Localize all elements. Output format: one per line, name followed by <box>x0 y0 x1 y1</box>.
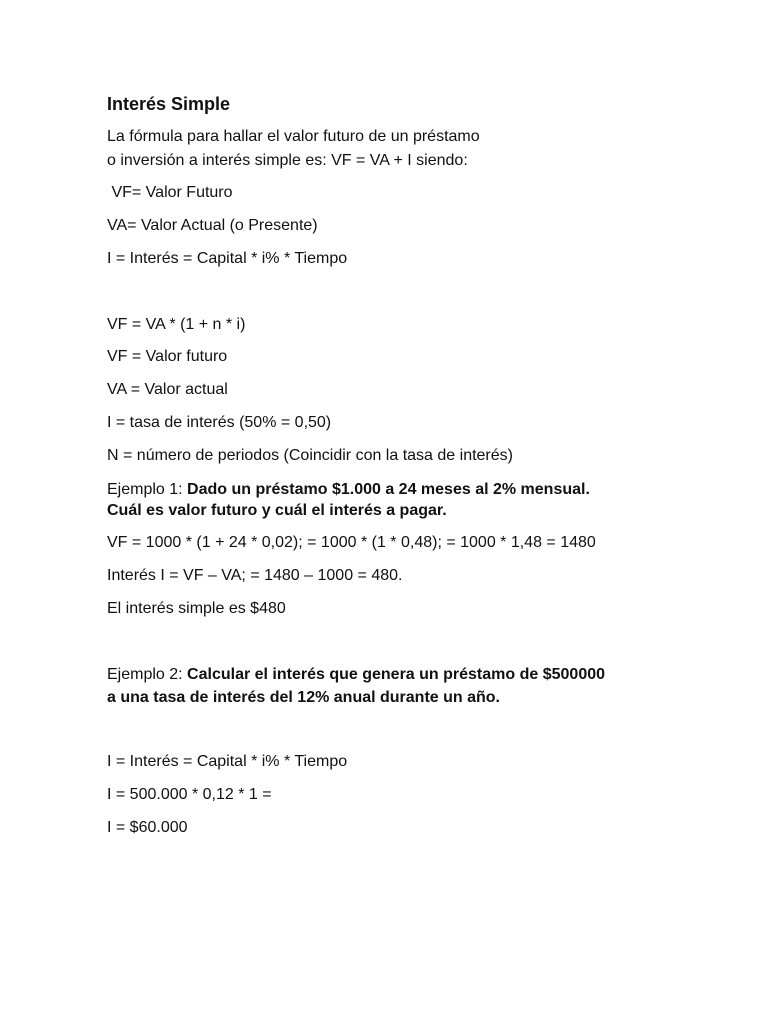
example-1-question-part-2: Cuál es valor futuro y cuál el interés a pagar. <box>107 502 447 519</box>
document-title: Interés Simple <box>107 94 231 114</box>
example-1-result: El interés simple es $480 <box>107 600 286 617</box>
definition-vf: VF= Valor Futuro <box>107 184 233 201</box>
example-1-statement-line-1 <box>107 479 590 501</box>
example-2-question-part-1: Calcular el interés que genera un préstamo de $500000 <box>187 666 606 683</box>
example-2-question-part-2: a una tasa de interés del 12% anual durante un año. <box>107 689 500 706</box>
example-1-label: Ejemplo 1: <box>107 481 188 498</box>
example-2-calculation: I = 500.000 * 0,12 * 1 = <box>107 786 272 803</box>
intro-line-1: La fórmula para hallar el valor futuro de un préstamo <box>107 128 480 145</box>
formula-periods-definition: N = número de periodos (Coincidir con la tasa de interés) <box>107 447 513 464</box>
example-1-interest-calculation: Interés I = VF – VA; = 1480 – 1000 = 480. <box>107 567 403 584</box>
example-2-statement-line-1 <box>107 664 605 686</box>
example-2-formula: I = Interés = Capital * i% * Tiempo <box>107 753 348 770</box>
definition-interest: I = Interés = Capital * i% * Tiempo <box>107 250 348 267</box>
example-2-label: Ejemplo 2: <box>107 666 188 683</box>
formula-vf-definition: VF = Valor futuro <box>107 348 228 365</box>
compound-formula: VF = VA * (1 + n * i) <box>107 316 246 333</box>
intro-line-2: o inversión a interés simple es: VF = VA + I siendo: <box>107 152 468 169</box>
definition-va: VA= Valor Actual (o Presente) <box>107 217 318 234</box>
formula-rate-definition: I = tasa de interés (50% = 0,50) <box>107 414 332 431</box>
example-2-result: I = $60.000 <box>107 819 188 836</box>
example-1-question-part-1: Dado un préstamo $1.000 a 24 meses al 2% mensual. <box>187 481 590 498</box>
formula-va-definition: VA = Valor actual <box>107 381 228 398</box>
example-1-vf-calculation: VF = 1000 * (1 + 24 * 0,02); = 1000 * (1 * 0,48); = 1000 * 1,48 = 1480 <box>107 534 596 551</box>
